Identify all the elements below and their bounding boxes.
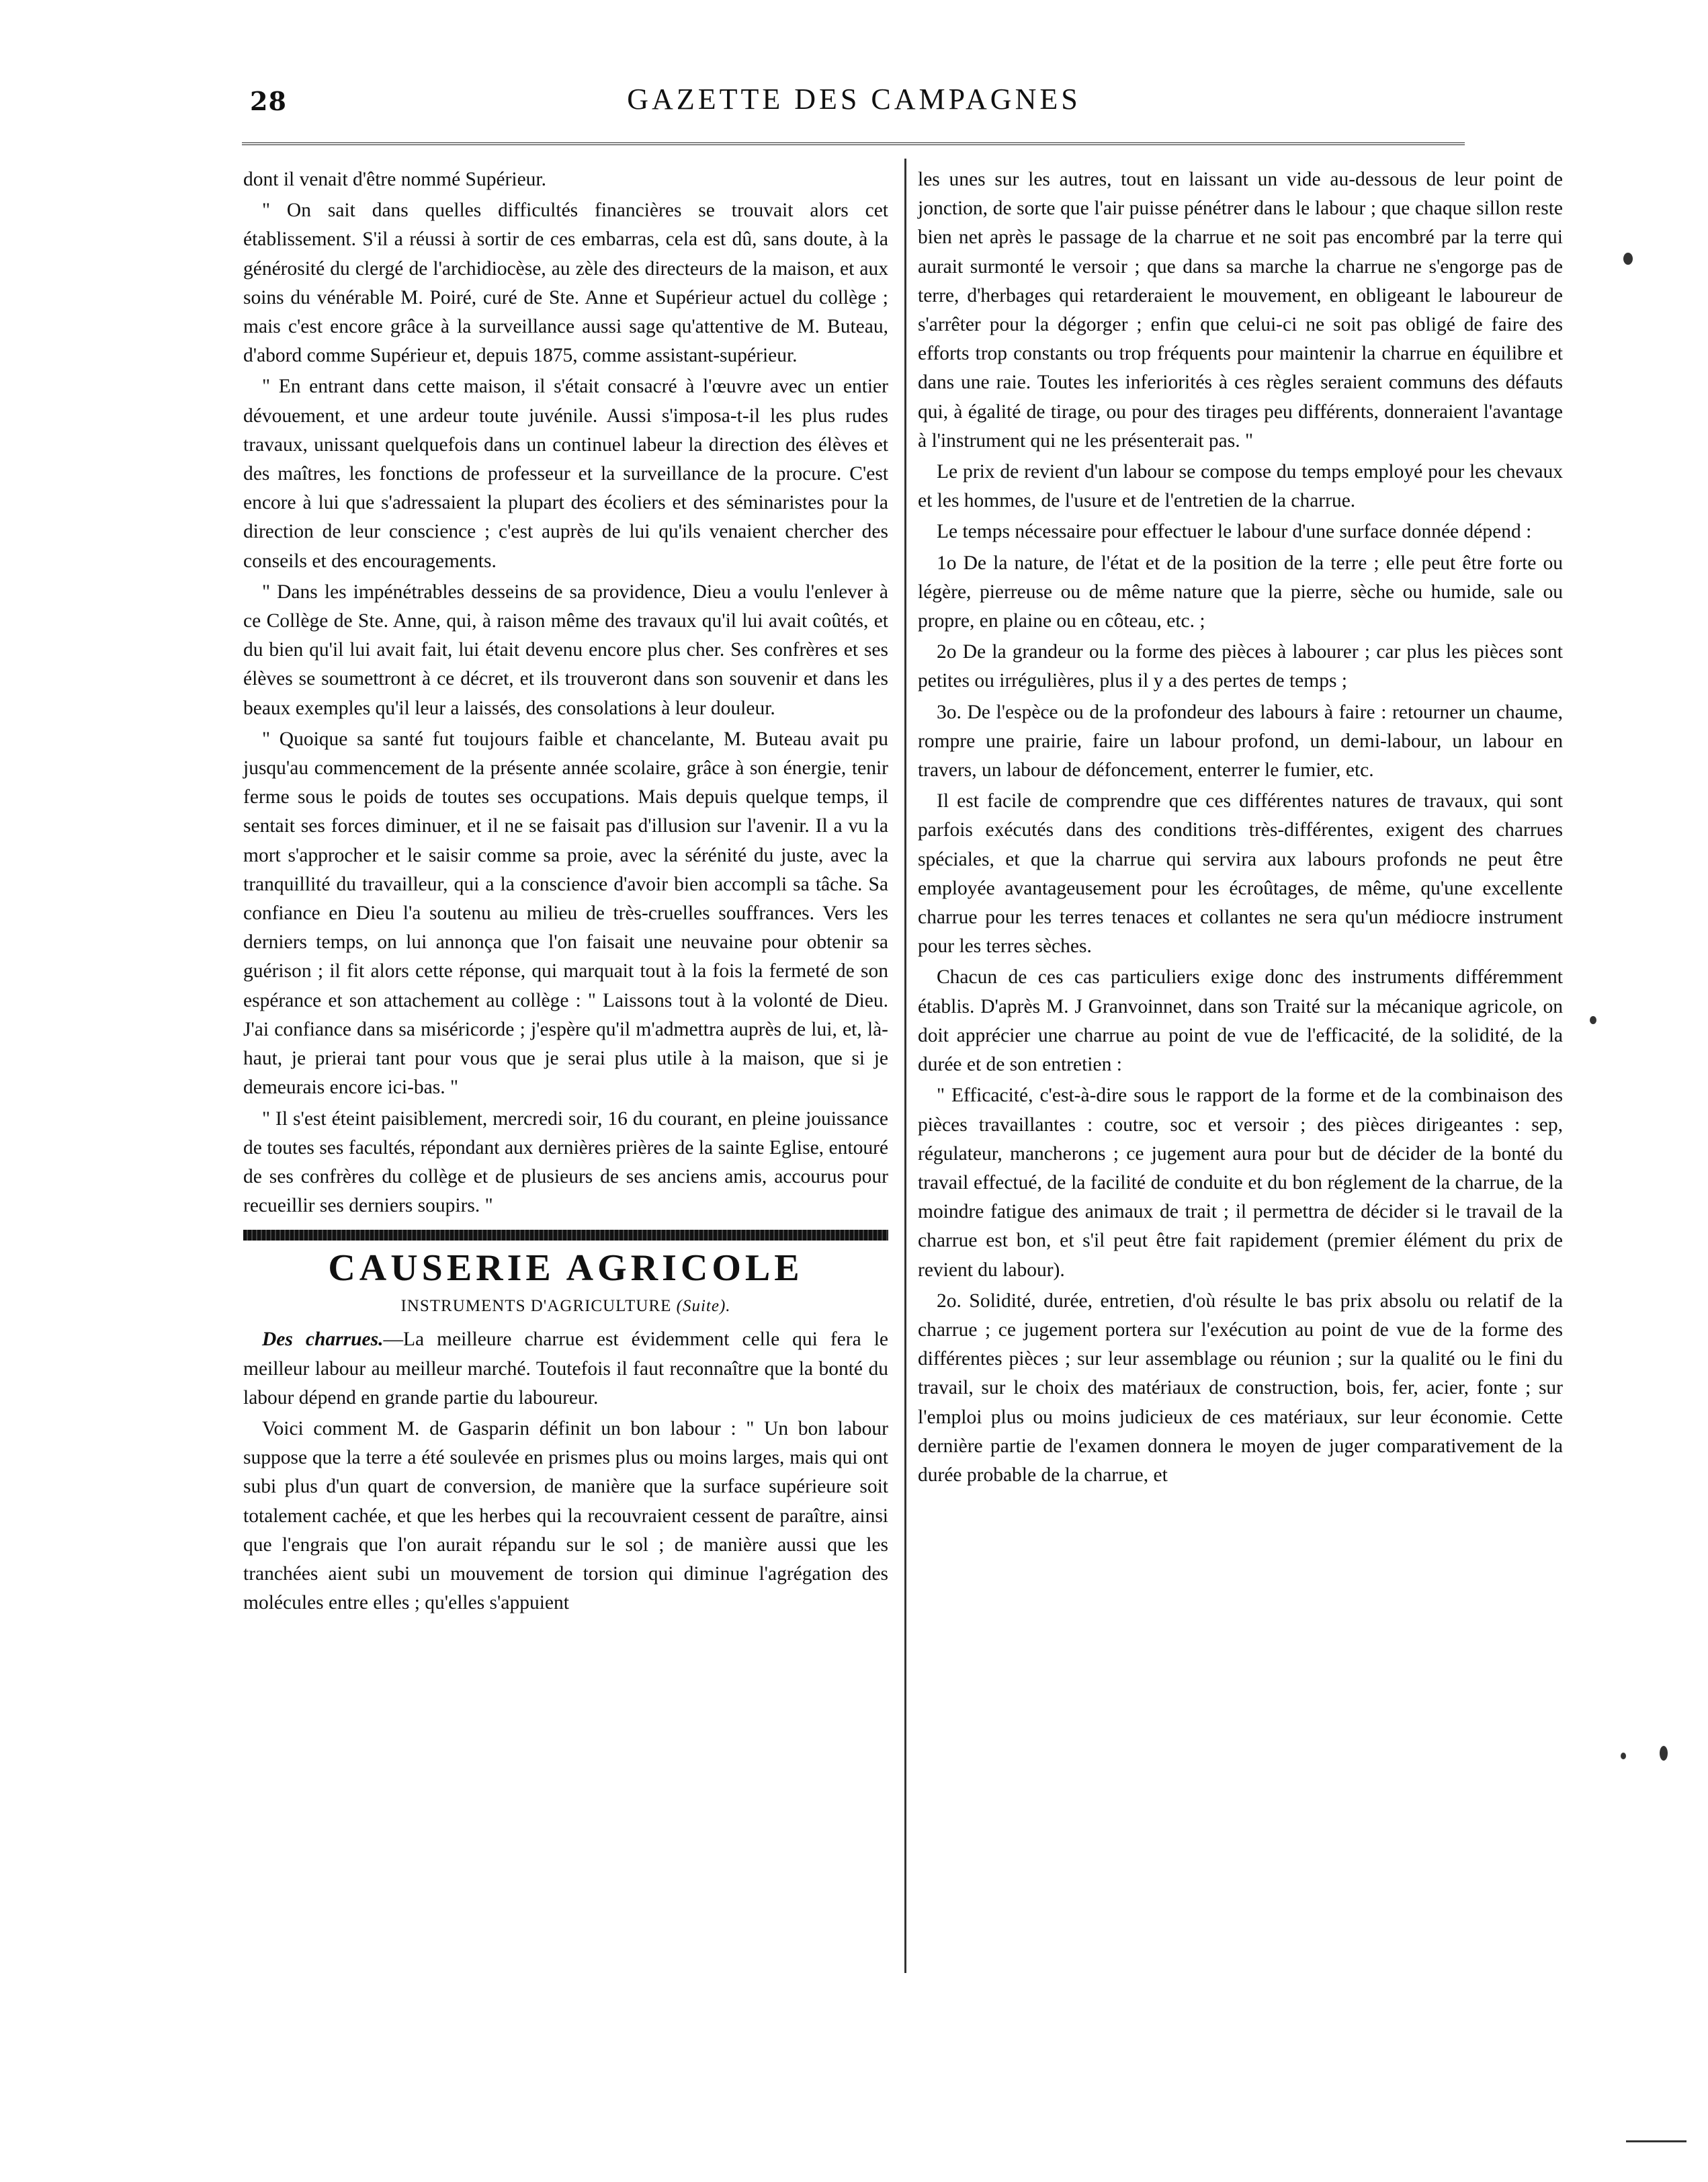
paragraph: 3o. De l'espèce ou de la profondeur des labours à faire : retourner un chaume, rompre une prairie, faire un labour profond, un demi-labour, un labour en travers, un labour de défoncement, enterrer le fumier, etc.: [918, 701, 1563, 782]
column-divider: [904, 159, 906, 1973]
section-title: CAUSERIE AGRICOLE: [328, 1247, 804, 1290]
paragraph: 1o De la nature, de l'état et de la position de la terre ; elle peut être forte ou légère, pierreuse ou de même nature que la pierre, sèche ou humide, sale ou propre, en plaine ou en côteau, etc. ;: [918, 552, 1563, 632]
masthead-title: GAZETTE DES CAMPAGNES: [627, 83, 1081, 116]
paragraph: " Il s'est éteint paisiblement, mercredi soir, 16 du courant, en pleine jouissance de toutes ses facultés, répondant aux dernières prières de la sainte Eglise, entouré de ses confrères du collège et de plusieurs de ses anciens amis, accourus pour recueillir ses derniers soupirs. ": [243, 1107, 888, 1217]
paragraph: " On sait dans quelles difficultés financières se trouvait alors cet établissement. S'il a réussi à sortir de ces embarras, cela est dû, sans doute, à la générosité du clergé de l'archidiocèse, au zèle des directeurs de la maison, et aux soins du vénérable M. Poiré, curé de Ste. Anne et Supérieur actuel du collège ; mais c'est encore grâce à la surveillance aussi sage qu'attentive de M. Buteau, d'abord comme Supérieur et, depuis 1875, comme assistant-supérieur.: [243, 200, 888, 367]
right-column: [918, 165, 1563, 1492]
scan-speck: [1660, 1746, 1668, 1761]
section-subtitle-text: INSTRUMENTS D'AGRICULTURE: [400, 1297, 672, 1316]
scan-speck: [1621, 1753, 1626, 1759]
paragraph: Chacun de ces cas particuliers exige donc des instruments différemment établis. D'après M. J Granvoinnet, dans son Traité sur la mécanique agricole, on doit apprécier une charrue au point de vue de l'efficacité, de la solidité, de la durée et de son entretien :: [918, 966, 1563, 1076]
paragraph: Voici comment M. de Gasparin définit un bon labour : " Un bon labour suppose que la terre a été soulevée en prismes plus ou moins larges, mais qui ont subi plus d'un quart de conversion, de manière que la surface supérieure soit totalement cachée, et que les herbes qui la recouvraient cessent de paraître, ainsi que l'engrais que l'on aurait répandu sur le sol ; de manière aussi que les tranchées aient subi un mouvement de torsion qui diminue l'agrégation des molécules entre elles ; qu'elles s'appuient: [243, 1417, 888, 1614]
paragraph: dont il venait d'être nommé Supérieur.: [243, 169, 546, 190]
scan-speck: [1590, 1016, 1596, 1024]
paragraph: " Efficacité, c'est-à-dire sous le rapport de la forme et de la combinaison des pièces travaillantes : coutre, soc et versoir ; des pièces dirigeantes : sep, régulateur, mancherons ; ce jugement aura pour but de décider de la bonté du travail effectué, de la facilité de conduite et du bon réglement de la charrue, de la moindre fatigue des animaux de trait ; il permettra de décider si le travail de la charrue est bon, et s'il peut être fait rapidement (premier élément du prix de revient du labour).: [918, 1085, 1563, 1281]
section-subtitle-suffix: (Suite).: [676, 1297, 731, 1316]
paragraph: [243, 1325, 888, 1413]
section-divider: [243, 1230, 888, 1241]
paragraph-text: —La meilleure charrue est évidemment celle qui fera le meilleur labour au meilleur marché. Toutefois il faut reconnaître que la bonté du labour dépend en grande partie du laboureur.: [243, 1329, 888, 1409]
paragraph: " Quoique sa santé fut toujours faible et chancelante, M. Buteau avait pu jusqu'au commencement de la présente année scolaire, grâce à son énergie, tenir ferme sous le poids de toutes ses occupations. Mais depuis quelque temps, il sentait ses forces diminuer, et il ne se faisait pas d'illusion sur l'avenir. Il a vu la mort s'approcher et le saisir comme sa proie, avec la sérénité du juste, avec la tranquillité du travailleur, qui a la conscience d'avoir bien accompli sa tâche. Sa confiance en Dieu l'a soutenu au milieu de très-cruelles souffrances. Vers les derniers temps, on lui annonça que l'on faisait une neuvaine pour obtenir sa guérison ; il fit alors cette réponse, qui marquait tout à la fois la fermeté de son espérance et son attachement au collège : " Laissons tout à la volonté de Dieu. J'ai confiance dans sa miséricorde ; j'espère qu'il m'admettra auprès de lui, et, là-haut, je prierai tant pour vous que je serai plus utile à la maison, que si je demeurais encore ici-bas. ": [243, 728, 888, 1099]
item-heading: Des charrues.: [262, 1329, 384, 1351]
paragraph: 2o. Solidité, durée, entretien, d'où résulte le bas prix absolu ou relatif de la charrue ; ce jugement portera sur l'exécution au point de vue de la forme des différentes pièces ; sur leur assemblage ou réunion ; sur la qualité ou le fini du travail, sur le choix des matériaux de construction, bois, fer, acier, fonte ; sur l'emploi plus ou moins judicieux de ces matériaux, sur leur économie. Cette dernière partie de l'examen donnera le moyen de juger comparativement de la durée probable de la charrue, et: [918, 1290, 1563, 1486]
page-number: 28: [250, 86, 287, 116]
paragraph: " En entrant dans cette maison, il s'était consacré à l'œuvre avec un entier dévouement, et une ardeur toute juvénile. Aussi s'imposa-t-il les plus rudes travaux, unissant quelquefois dans un continuel labeur la direction des élèves et des maîtres, les fonctions de professeur et la surveillance de la procure. C'est encore à lui que s'adressaient la plupart des écoliers et des séminaristes pour la direction de leur conscience ; c'est auprès de lui qu'ils venaient chercher des conseils et des encouragements.: [243, 376, 888, 572]
scan-speck: [1626, 2140, 1686, 2142]
section-subtitle: [243, 1294, 888, 1318]
paragraph: " Dans les impénétrables desseins de sa providence, Dieu a voulu l'enlever à ce Collège de Ste. Anne, qui, à raison même des travaux qu'il lui avait coûtés, et du bien qu'il lui avait fait, lui était devenu encore plus cher. Ses confrères et ses élèves se soumettront à ce décret, et ils trouveront dans son souvenir et dans les beaux exemples qu'il leur a laissés, des consolations à leur douleur.: [243, 581, 888, 719]
scan-speck: [1623, 253, 1633, 265]
header-rule: [242, 142, 1465, 145]
paragraph: les unes sur les autres, tout en laissant un vide au-dessous de leur point de jonction, de sorte que l'air puisse pénétrer dans le labour ; que chaque sillon reste bien net après le passage de la charrue et ne soit pas encombré par la terre qui aurait surmonté le versoir ; que dans sa marche la charrue ne s'engorge pas de terre, d'herbages qui retarderaient le mouvement, en obligeant le laboureur de s'arrêter pour la dégorger ; enfin que celui-ci ne soit pas obligé de faire des efforts trop constants ou trop fréquents pour maintenir la charrue en équilibre et dans une raie. Toutes les inferiorités à ces règles seraient communs des défauts qui, à égalité de tirage, ou pour des tirages peu différents, donneraient l'avantage à l'instrument qui ne les présenterait pas. ": [918, 169, 1563, 452]
paragraph: 2o De la grandeur ou la forme des pièces à labourer ; car plus les pièces sont petites ou irrégulières, plus il y a des pertes de temps ;: [918, 641, 1563, 692]
paragraph: Le prix de revient d'un labour se compose du temps employé pour les chevaux et les hommes, de l'usure et de l'entretien de la charrue.: [918, 461, 1563, 512]
paragraph: Il est facile de comprendre que ces différentes natures de travaux, qui sont parfois exécutés dans des conditions très-différentes, exigent des charrues spéciales, et que la charrue qui servira aux labours profonds ne peut être employée avantageusement pour les écroûtages, de même, qu'une excellente charrue pour les terres tenaces et collantes ne sera qu'un médiocre instrument pour les terres sèches.: [918, 790, 1563, 958]
paragraph: Le temps nécessaire pour effectuer le labour d'une surface donnée dépend :: [937, 521, 1532, 543]
left-column: [243, 165, 888, 1620]
